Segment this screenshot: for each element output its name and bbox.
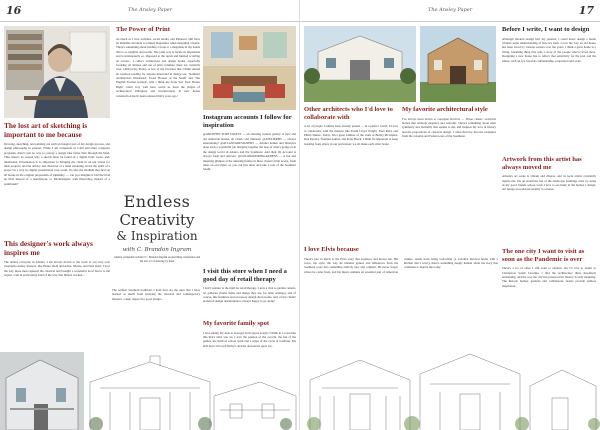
power-of-print-heading: The Power of Print [116,26,170,33]
power-of-print-body: As much as I love websites, social media, and Pinterest, still have an indelible devotion to printed magazines when designing a home. There's something about holding a book or a magazine in my hands that is so tangible and tactile. The print way is fertile in inspiration and is intentionally so. Opposed to the quick and hurried scrolling on screen... I collect architecture and design books, especially focusing on antique and out of print volumes; there are currently over 1,000 in my library. A few of my favorites that I think should be required reading for anyone interested in design are: 'Southern Architecture Illustrated', 'Great Houses of the South' and 'The English Formal Garden'. And I think the book 'Get Your House Right' could very well have saved us from the plague of architectural ambiguity and inventiveness in new house construction had it been released thirty years ago! [116,36,200,98]
before-write-body: Although modern design isn't my passion, I could never design a home without some understanding of how it's built. I love the way an old house has been loved by various owners over the years. I think a great home is a living, breathing thing that tells a story of the people who've lived there. Designing a new house has to reflect that sensitivity for the past and the future, with an eye towards craftsmanship, proportion and scale. [502,36,596,63]
right-page [300,0,600,430]
artwork-body: Atlanta's art scene is vibrant and diverse, and its local artists constantly inspire me. I'm an enormous fan of the landscape paintings done by some of my good friends whose work I love to see hung in the homes I design. Art brings soul and personality to a house. [502,174,596,192]
masthead: The Ansley Paper [128,7,173,13]
byline: with C. Brandon Ingram [122,247,192,253]
elvis-heading: I love Elvis because [304,246,359,253]
designer-heading: This designer's work always inspires me [4,240,93,257]
family-spot-heading: My favorite family spot [203,320,270,327]
favorite-style-section [402,106,496,244]
lost-art-body: Drawing, sketching, and painting are such an integral part of my design process, and design philosophy in general. While I am competent in CAD and other computer programs, there's just no way to convey a design idea better than through the hand. Thus there's no reason why a sketch must be found in a digital field, loose, and, intentional. Presentation is so important to bringing the client in on our vision for their projects, and the artistry and character of a hand rendering reveal the spirit of a project in a way no digital presentation ever could. It's also the medium that first set all hooks in the original proponents of humanity — can you imagine if DaVinci had an iPad instead of a sketchbook, or Michelangelo with Photoshop instead of a paintbrush? [4,142,110,186]
page-number: 16 [6,4,22,17]
house-sketch-right [300,340,600,430]
family-spot-body: I love taking my kids to Georgia Tech sports events. I think in a town like this that's what you do. I love the passion of the crowds, the fun of the games, the thrill of school spirit and a sense of the cycle of tradition. My kids have all loved Nicky's and the downtown spots too. [203,330,296,348]
elvis-body: There's just so much to the Elvis story that surprises and moves me. His voice, his style, the way he blended genres and influences from his Southern roots into something entirely new and original. He never forgot where he came from, and his music remains an essential part of American culture. Aside from being Graceland (a Colonial Revival home with a kitchen that I love!), there's something deeply human about his story that continues to inspire me today. [304,256,498,274]
page-number-right: 17 [578,4,594,17]
house-photo-right [420,26,496,102]
right-header [300,0,600,22]
interior-photo [203,26,296,110]
designer-section [4,240,110,352]
title-credit: Atlanta residential architect C. Brandon Ingram on sketching, inspiration and the lost art of drawing by hand [113,256,201,263]
portrait-photo [4,26,110,118]
favorite-style-body: I've always been drawn to Georgian Revival — Those classic, red-brick homes that embody elegance and restraint. There's something about their symmetry and formality that speaks to me, and inspires my love of history and the proportions of classical design. I often find my favorite examples from the colonial and Federal eras of the Southeast. [402,116,496,139]
lost-art-section [4,122,110,234]
retail-therapy-body: I don't venture to the mall for retail therapy. I love a visit to garden centers, art galleries (home items and things they use for table settings), and of course, fine furniture and accessory design showrooms. Any of my clients' preferred design destinations is always happy to go along! [203,286,296,304]
house-sketch-left [0,352,300,430]
pandemic-body: There's a lot of cities I still want to explore, but I'd love to return to Charleston, South Carolina. I find the architecture there absolutely enchanting, and the way the city has preserved its history is truly inspiring. The historic homes, gardens and cobblestone streets provide endless inspiration. [502,266,596,288]
instagram-section [203,114,296,264]
house-photo-left [304,26,416,102]
instagram-body: @ARCHITECTURE DIGEST — an amazing curated gallery of new and old American homes, all classic and timeless! @ATELIERHV — always entertaining! @ATLANTADESIGNERS — Atlanta homes and lifestyles done such a wonderful job bringing together the best of what's going on in the design world in Atlanta and the Southeast. And their ID Account is always fresh and relevant. @COLORADORINGARDENS — A fun and inspiring glimpse at the amazing homes in these classics little towns, fresh takes on old styles, so you can just relax and take a tour of the Southern South. [203,132,296,172]
artwork-section [502,156,596,246]
title-line-3: & Inspiration [116,229,198,243]
retail-therapy-heading: I visit this store when I need a good day of retail therapy [203,268,287,283]
left-header [0,0,299,22]
designer-body: The almost everyone in Atlanta, I am always drawn to the work of our very own twentieth century masters, like Hentz, Reid and Adler, Shutze, and Neel Reid; I love the way those men captured the classical and brought a wonderful local flavor to the region. I am in particularly fond of the way that Shutze worked... [4,260,110,278]
artwork-heading: Artwork from this artist has always moved me [502,156,582,171]
other-architects-heading: Other architects who I'd love to collaborate with [304,106,393,121]
title-line-2: Creativity [119,211,195,229]
bottom-text [112,288,200,352]
favorite-style-heading: My favorite architectural style [402,106,488,113]
pandemic-heading: The one city I want to visit as soon as the Pandemic is over [502,248,585,263]
bottom-body: The earliest Southern traditions I hold dear are the ones that I have learned so much from studying the classical and contemporary masters; a deep respect for good design... [112,288,200,301]
before-write-heading: Before I write, I want to design [502,26,590,33]
elvis-section [304,246,498,338]
title-block [112,192,202,284]
title-line-1: Endless [123,192,191,211]
before-write-section [502,26,596,152]
power-of-print-section [116,26,200,152]
instagram-heading: Instagram accounts I follow for inspiration [203,114,292,129]
other-architects-body: A lot of people I admire have already passed — in a perfect world, I'd love to collaborate with the masters like Frank Lloyd Wright, Neel Reid, and Philip Shutze. Today, I'm a great admirer of the work of Bobby McAlpine, Ken Pursley, Norman Askins, and Peter Block. I think it's important to keep learning from others in our profession; we all make each other better. [304,124,398,146]
lost-art-heading: The lost art of sketching is important to me because [4,122,88,139]
masthead-right: The Ansley Paper [428,7,473,13]
other-architects-section [304,106,398,244]
